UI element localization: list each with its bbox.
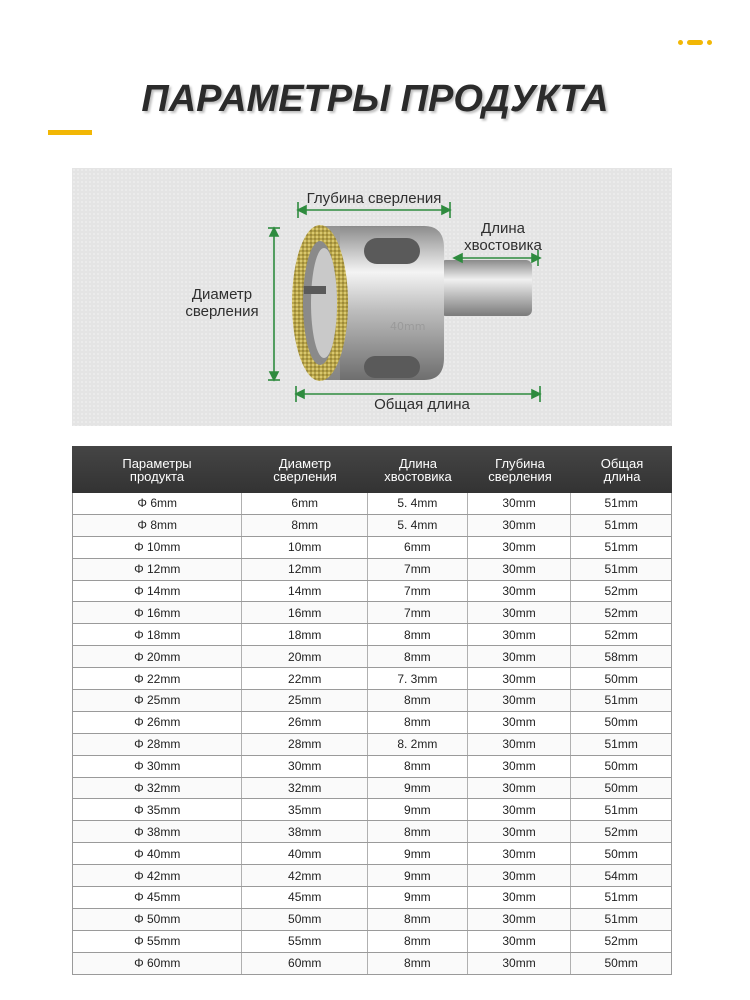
table-cell: 50mm [604,715,638,730]
table-cell: 30mm [468,843,572,864]
table-cell: Φ 12mm [73,559,242,580]
table-cell: 30mm [468,537,572,558]
table-cell: Φ 40mm [73,843,242,864]
dot-icon [707,40,712,45]
table-cell: 30mm [468,668,572,689]
table-cell: 6mm [242,493,368,514]
label-shank-length [444,220,562,254]
table-cell: 30mm [468,909,572,930]
table-cell: 51mm [604,496,638,511]
table-cell: 50mm [604,781,638,796]
table-cell: 50mm [604,956,638,971]
table-cell: 7mm [368,581,468,602]
table-cell: 26mm [242,712,368,733]
table-cell: 50mm [604,846,638,861]
table-cell: 42mm [242,865,368,886]
table-cell: 20mm [242,646,368,667]
table-cell: 25mm [242,690,368,711]
label-diameter-line1: Диаметр [191,286,253,303]
dot-icon [678,40,683,45]
table-row [73,931,671,953]
table-cell: 52mm [604,824,638,839]
table-row [73,493,671,515]
table-cell: 8. 2mm [368,734,468,755]
table-cell: 35mm [242,799,368,820]
table-cell: 55mm [242,931,368,952]
table-row [73,537,671,559]
engraving-text: 40mm [390,320,426,333]
table-row [73,887,671,909]
table-cell: 32mm [242,778,368,799]
header-drill-diameter: Диаметр сверления [273,455,337,484]
table-cell: 8mm [368,953,468,974]
table-cell: Φ 6mm [73,493,242,514]
table-cell: 8mm [368,690,468,711]
table-cell: 18mm [242,624,368,645]
table-cell: 54mm [604,868,638,883]
table-cell: 30mm [468,778,572,799]
table-cell: 30mm [468,799,572,820]
table-cell: 58mm [604,649,638,664]
table-cell: 5. 4mm [368,493,468,514]
table-cell: 14mm [242,581,368,602]
table-cell: 51mm [604,802,638,817]
header-shank-length: Длина хвостовика [384,455,452,484]
table-cell: 10mm [242,537,368,558]
table-row [73,646,671,668]
header-product-params: Параметры продукта [122,455,192,484]
table-cell: Φ 10mm [73,537,242,558]
table-cell: Φ 28mm [73,734,242,755]
table-cell: 30mm [468,887,572,908]
table-cell: Φ 30mm [73,756,242,777]
table-row [73,953,671,975]
table-cell: 45mm [242,887,368,908]
table-cell: 9mm [368,865,468,886]
table-cell: 51mm [604,912,638,927]
table-cell: 8mm [242,515,368,536]
table-cell: 52mm [604,627,638,642]
table-cell: 30mm [468,559,572,580]
slot-bottom [364,356,420,378]
table-cell: Φ 22mm [73,668,242,689]
table-cell: 51mm [604,890,638,905]
table-cell: 30mm [468,515,572,536]
table-cell: 30mm [468,581,572,602]
table-cell: 52mm [604,605,638,620]
table-row [73,581,671,603]
table-cell: 30mm [468,493,572,514]
table-cell: 51mm [604,540,638,555]
table-cell: Φ 25mm [73,690,242,711]
table-row [73,756,671,778]
label-drilling-diameter [172,286,272,320]
label-total-length: Общая длина [374,396,470,413]
table-row [73,690,671,712]
label-drilling-depth: Глубина сверления [306,190,442,207]
table-cell: 8mm [368,756,468,777]
table-cell: 8mm [368,624,468,645]
table-cell: 9mm [368,843,468,864]
table-cell: Φ 14mm [73,581,242,602]
table-cell: 30mm [468,865,572,886]
table-row [73,602,671,624]
table-row [73,559,671,581]
table-cell: 50mm [604,759,638,774]
table-cell: 50mm [604,671,638,686]
table-cell: 7mm [368,602,468,623]
table-cell: 51mm [604,518,638,533]
table-cell: Φ 55mm [73,931,242,952]
table-cell: 9mm [368,799,468,820]
product-diagram [72,168,672,426]
table-cell: 30mm [468,646,572,667]
table-cell: Φ 20mm [73,646,242,667]
dash-icon [687,40,703,45]
table-cell: 30mm [468,712,572,733]
table-cell: Φ 32mm [73,778,242,799]
table-row [73,799,671,821]
table-cell: 8mm [368,712,468,733]
table-cell: Φ 35mm [73,799,242,820]
table-cell: 38mm [242,821,368,842]
table-cell: 8mm [368,909,468,930]
table-header [72,446,672,493]
table-row [73,909,671,931]
label-shank-line2: хвостовика [464,237,542,254]
table-cell: 6mm [368,537,468,558]
table-cell: 30mm [242,756,368,777]
table-cell: 12mm [242,559,368,580]
table-cell: 30mm [468,690,572,711]
table-cell: 16mm [242,602,368,623]
table-cell: 51mm [604,737,638,752]
slot-top [364,238,420,264]
table-cell: Φ 60mm [73,953,242,974]
table-cell: 30mm [468,821,572,842]
table-cell: 52mm [604,934,638,949]
table-cell: Φ 38mm [73,821,242,842]
table-cell: 30mm [468,953,572,974]
parameters-table [72,446,672,975]
table-cell: Φ 18mm [73,624,242,645]
header-total-length: Общая длина [600,455,644,484]
table-cell: 52mm [604,584,638,598]
table-cell: 8mm [368,931,468,952]
shank [440,260,532,316]
table-cell: 30mm [468,602,572,623]
label-diameter-line2: сверления [185,303,259,320]
table-cell: 5. 4mm [368,515,468,536]
table-row [73,624,671,646]
table-cell: Φ 45mm [73,887,242,908]
table-cell: 30mm [468,734,572,755]
table-row [73,778,671,800]
page-title: ПАРАМЕТРЫ ПРОДУКТА [141,78,609,120]
label-shank-line1: Длина [481,220,525,237]
table-cell: 30mm [468,931,572,952]
table-cell: 28mm [242,734,368,755]
table-cell: Φ 8mm [73,515,242,536]
table-row [73,712,671,734]
table-cell: Φ 42mm [73,865,242,886]
table-cell: 7mm [368,559,468,580]
table-cell: 22mm [242,668,368,689]
table-row [73,843,671,865]
table-cell: 30mm [468,624,572,645]
header-drill-depth: Глубина сверления [488,455,552,484]
table-cell: 8mm [368,646,468,667]
decorative-dots [678,40,712,45]
table-cell: 9mm [368,887,468,908]
table-cell: Φ 50mm [73,909,242,930]
table-body [72,493,672,975]
table-row [73,821,671,843]
table-cell: 7. 3mm [368,668,468,689]
table-cell: 8mm [368,821,468,842]
table-row [73,668,671,690]
table-cell: 40mm [242,843,368,864]
table-row [73,865,671,887]
table-cell: 30mm [468,756,572,777]
table-cell: Φ 16mm [73,602,242,623]
table-cell: 51mm [604,693,638,708]
table-cell: 50mm [242,909,368,930]
table-cell: 60mm [242,953,368,974]
table-cell: 51mm [604,562,638,577]
table-row [73,734,671,756]
table-cell: 9mm [368,778,468,799]
accent-bar [48,130,92,135]
table-cell: Φ 26mm [73,712,242,733]
table-row [73,515,671,537]
